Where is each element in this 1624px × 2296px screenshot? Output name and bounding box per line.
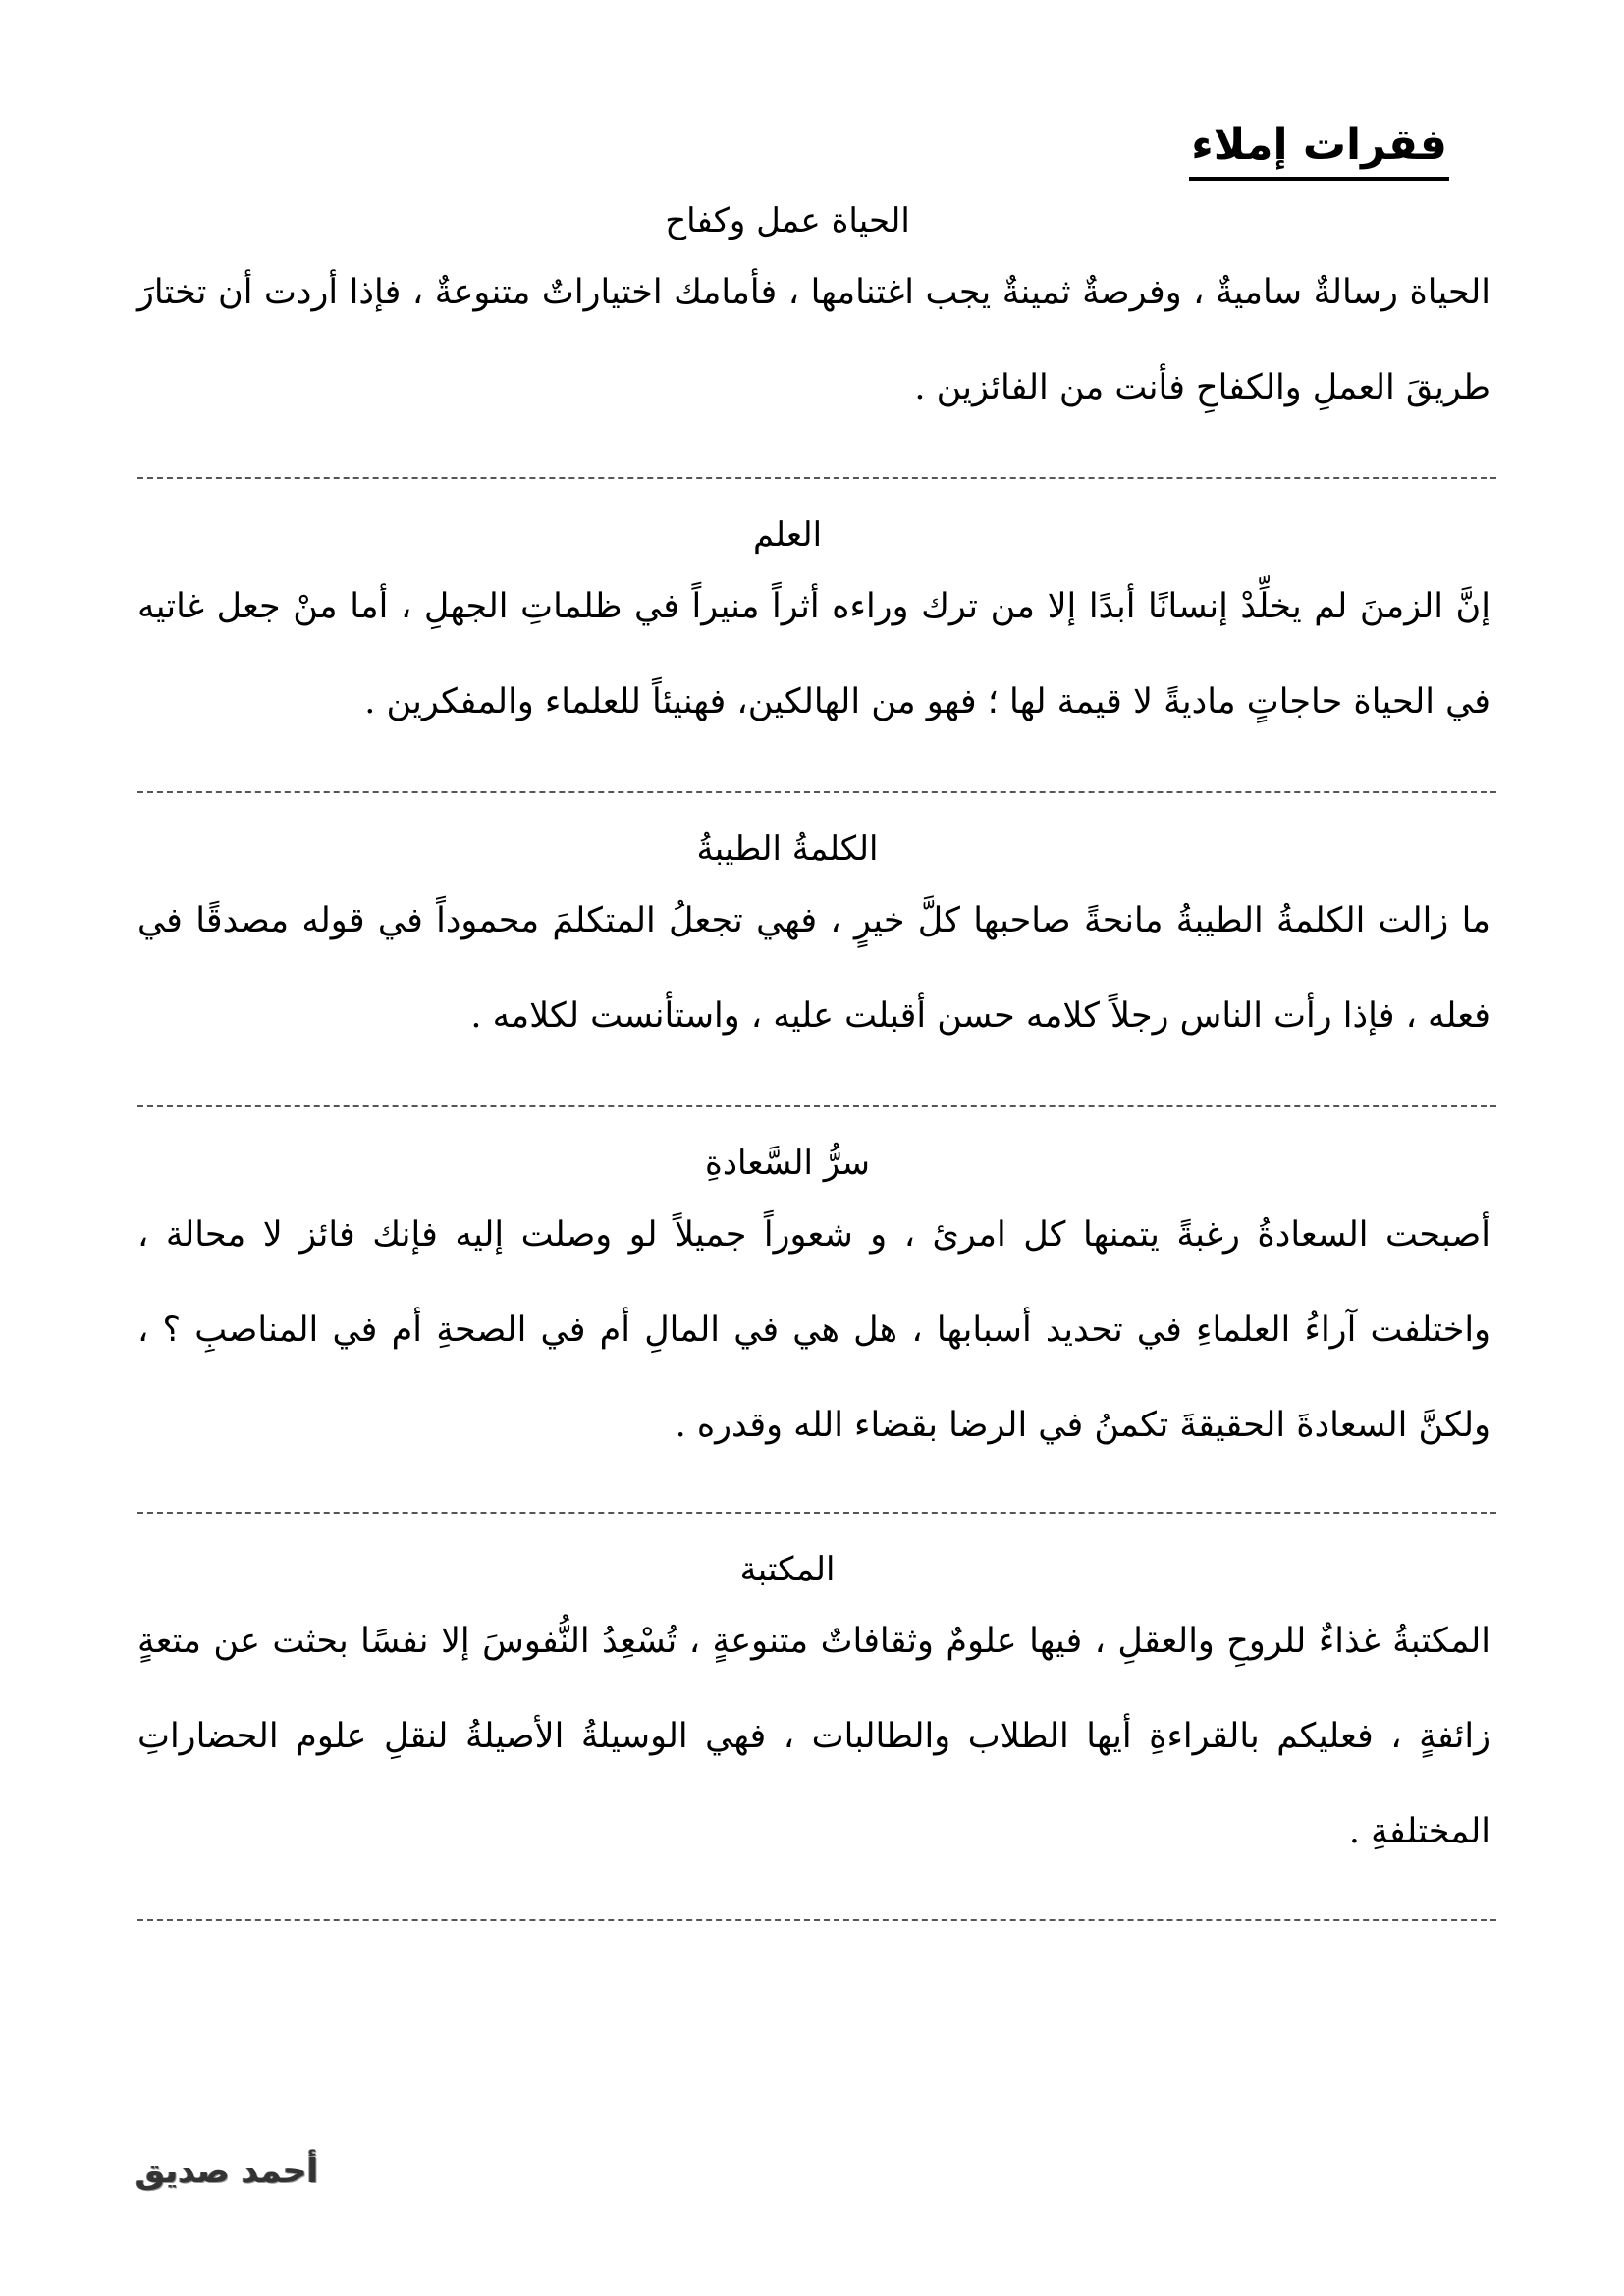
section-life (137, 196, 1496, 436)
section-paragraph: الحياة رسالةٌ ساميةٌ ، وفرصةٌ ثمينةٌ يجب اغتنامها ، فأمامك اختياراتٌ متنوعةٌ ، فإذا أردت أن تختارَ طريقَ العملِ والكفاحِ فأنت من الفائزين . (137, 273, 1490, 407)
section-heading: المكتبة (739, 1550, 836, 1589)
section-paragraph: المكتبةُ غذاءٌ للروحِ والعقلِ ، فيها علومٌ وثقافاتٌ متنوعةٍ ، تُسْعِدُ النُّفوسَ إلا نفسًا بحثت عن متعةٍ زائفةٍ ، فعليكم بالقراءةِ أيها الطلاب والطالبات ، فهي الوسيلةُ الأصيلةُ لنقلِ علوم الحضاراتِ المختلفةِ . (137, 1622, 1490, 1851)
section-heading: الحياة عمل وكفاح (665, 201, 910, 240)
dashed-divider (137, 1512, 1496, 1514)
section-paragraph: إنَّ الزمنَ لم يخلِّدْ إنسانًا أبدًا إلا من ترك وراءه أثراً منيراً في ظلماتِ الجهلِ ، أما منْ جعل غاتيه في الحياة حاجاتٍ ماديةً لا قيمة لها ؛ فهو من الهالكين، فهنيئاً للعلماء والمفكرين . (137, 587, 1490, 721)
dashed-divider (137, 1919, 1496, 1921)
section-knowledge (137, 510, 1496, 750)
dashed-divider (137, 1105, 1496, 1107)
page-title: فقرات إملاء (1189, 116, 1449, 181)
section-heading: العلم (752, 515, 823, 555)
section-paragraph: ما زالت الكلمةُ الطيبةُ مانحةً صاحبها كلَّ خيرٍ ، فهي تجعلُ المتكلمَ محموداً في قوله مصدقًا في فعله ، فإذا رأت الناس رجلاً كلامه حسن أقبلت عليه ، واستأنست لكلامه . (137, 901, 1490, 1036)
author-signature: أحمد صديق (135, 2152, 319, 2191)
section-happiness (137, 1139, 1496, 1473)
dashed-divider (137, 477, 1496, 479)
section-heading: سرُّ السَّعادةِ (705, 1144, 870, 1183)
section-kind-word (137, 825, 1496, 1064)
section-heading: الكلمةُ الطيبةُ (696, 829, 879, 869)
dashed-divider (137, 791, 1496, 793)
section-library (137, 1545, 1496, 1880)
section-paragraph: أصبحت السعادةُ رغبةً يتمنها كل امرئ ، و شعوراً جميلاً لو وصلت إليه فإنك فائز لا محالة ، واختلفت آراءُ العلماءِ في تحديد أسبابها ، هل هي في المالِ أم في الصحةِ أم في المناصبِ ؟ ، ولكنَّ السعادةَ الحقيقةَ تكمنُ في الرضا بقضاء الله وقدره . (137, 1215, 1490, 1445)
